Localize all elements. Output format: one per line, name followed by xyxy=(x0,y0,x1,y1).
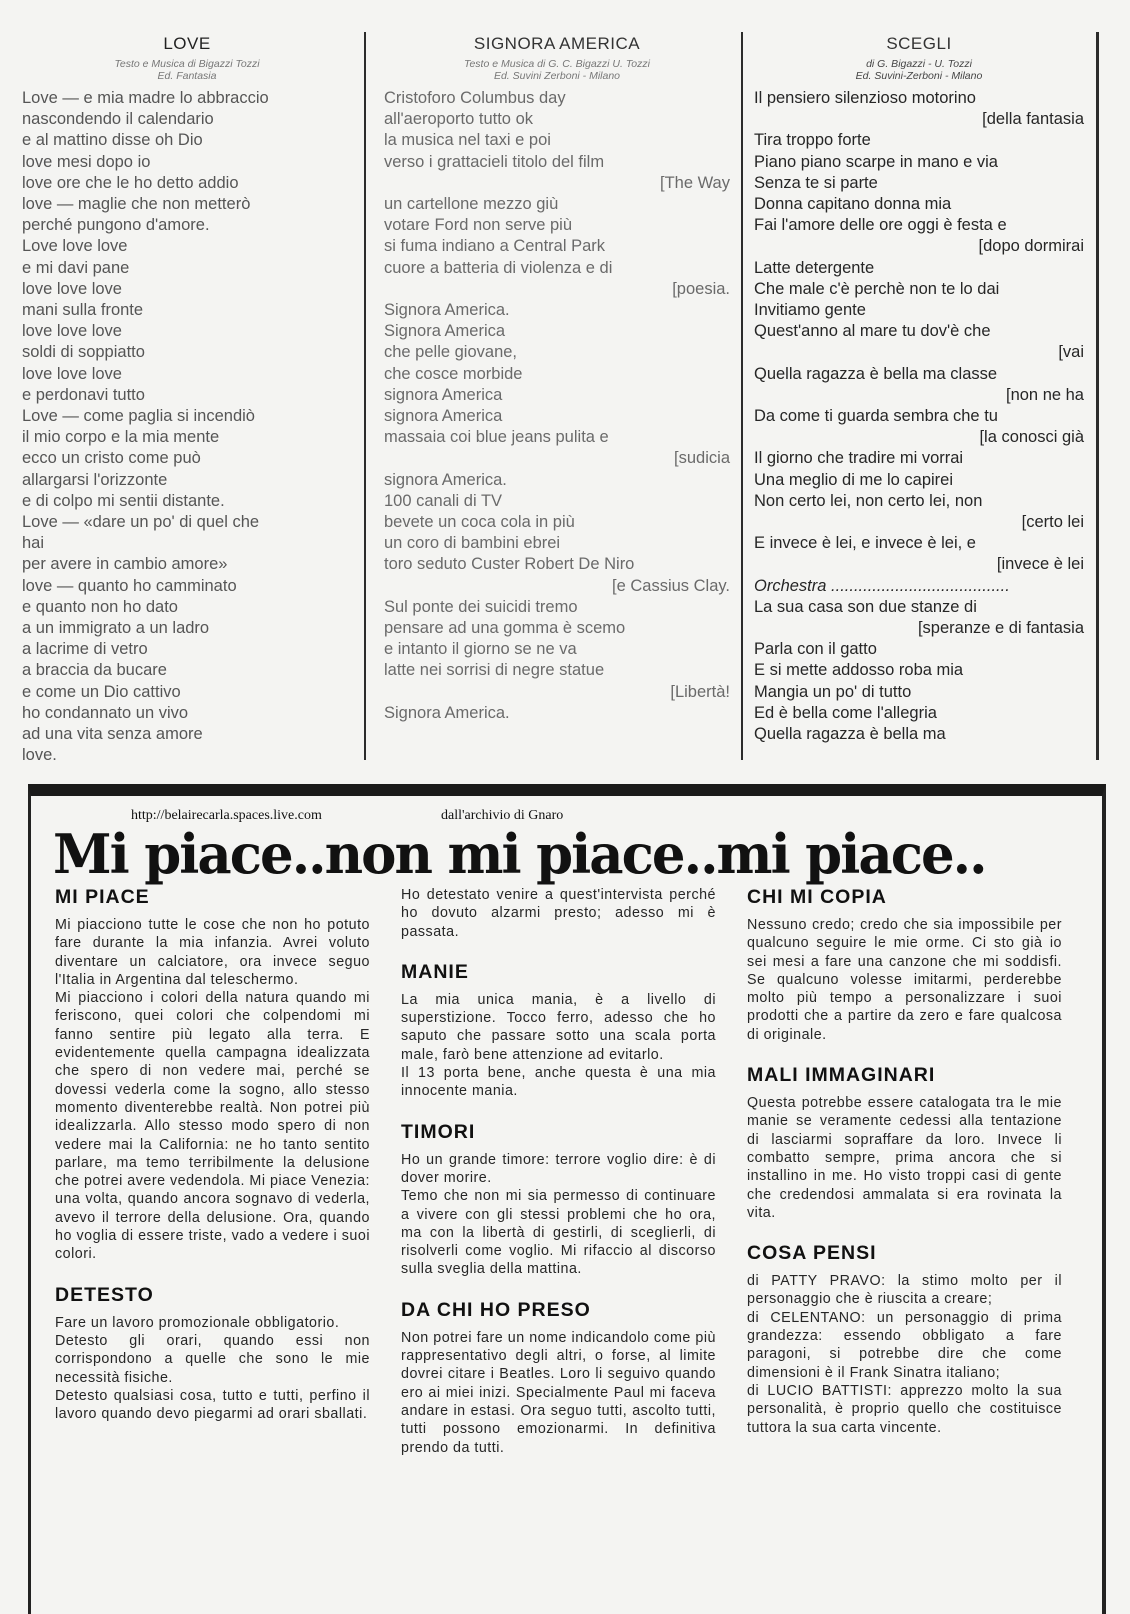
lyric-line: Il pensiero silenzioso motorino xyxy=(754,89,976,107)
section-paragraph: Temo che non mi sia permesso di continuare a vivere con gli stessi problemi che ho ora, ma con la libertà di gestirli, di sceglierli, di risolverli come voglio. Mi rifaccio al discorso sulla sveglia della mattina. xyxy=(401,1188,716,1278)
lyric-line: Invitiamo gente xyxy=(754,301,866,320)
interview-article xyxy=(28,784,1106,1614)
song-credits xyxy=(754,58,1084,82)
lyric-line: E si mette addosso roba mia xyxy=(754,661,964,680)
lyric-line: ho condannato un vivo xyxy=(22,703,189,722)
lyric-line: e mi davi pane xyxy=(22,258,130,277)
lyric-line: mani sulla fronte xyxy=(22,301,144,320)
archive-note: dall'archivio di Gnaro xyxy=(441,808,564,823)
song-title: LOVE xyxy=(163,34,211,53)
section-body xyxy=(55,916,370,1264)
lyric-line: Love love love xyxy=(22,237,128,256)
lyric-line-continuation: [sudicia xyxy=(674,449,730,468)
lyric-line: all'aeroporto tutto ok xyxy=(384,110,533,129)
lyric-line: pensare ad una gomma è scemo xyxy=(384,619,626,638)
section-paragraph: di LUCIO BATTISTI: apprezzo molto la sua personalità, è proprio quello che costituisce tuttora la sua carta vincente. xyxy=(747,1382,1062,1436)
section-body xyxy=(55,1314,370,1424)
lyric-line: soldi di soppiatto xyxy=(22,343,145,362)
section-body xyxy=(401,1329,716,1457)
section-body xyxy=(747,916,1062,1044)
source-url: http://belairecarla.spaces.live.com xyxy=(131,808,322,823)
section-paragraph: Nessuno credo; credo che sia impossibile per qualcuno seguire le mie orme. Ci sto già io sei mesi a fare una canzone che mi soddisfi. Se qualcuno volesse imitarmi, perderebbe molto più tempo a personalizzare i suoi prodotti che a partire da zero e fare qualcosa di originale. xyxy=(747,917,1062,1043)
lyric-line: e intanto il giorno se ne va xyxy=(384,640,577,659)
section-heading: MANIE xyxy=(401,960,469,983)
lyric-line-continuation: [certo lei xyxy=(1021,513,1084,532)
lyric-line: toro seduto Custer Robert De Niro xyxy=(384,555,635,574)
article-headline: Mi piace..non mi piace..mi piace.. xyxy=(53,822,986,886)
section-paragraph: Questa potrebbe essere catalogata tra le mie manie se veramente cedessi alla tentazione di lasciarmi sopraffare da loro. Invece li combatto sempre, prima ancora che si installino in me. Ho visto troppi casi di gente che credendosi ammalata si era rovinata la vita. xyxy=(747,1095,1062,1221)
lyric-line-continuation: [e Cassius Clay. xyxy=(612,576,730,595)
section-paragraph: Ho un grande timore: terrore voglio dire: è di dover morire. xyxy=(401,1151,716,1186)
lyric-line: a un immigrato a un ladro xyxy=(22,619,210,638)
lyric-line: love ore che le ho detto addio xyxy=(22,173,239,192)
article-column xyxy=(747,886,1062,1457)
lyric-line: perché pungono d'amore. xyxy=(22,216,210,235)
lyric-line: ad una vita senza amore xyxy=(22,725,203,744)
song-credit-line: Ed. Fantasia xyxy=(157,70,217,82)
lyric-line: Signora America. xyxy=(384,301,510,320)
lyric-line: Signora America xyxy=(384,322,506,341)
lyric-line-continuation: [della fantasia xyxy=(982,110,1084,129)
lyric-line-continuation: [poesia. xyxy=(672,279,730,298)
song-credits xyxy=(22,58,352,82)
lyric-line: love love love xyxy=(22,364,122,383)
lyric-line: Mangia un po' di tutto xyxy=(754,682,912,701)
song-title: SIGNORA AMERICA xyxy=(473,34,641,53)
lyric-line-continuation: [speranze e di fantasia xyxy=(917,619,1084,638)
section-heading: CHI MI COPIA xyxy=(747,886,887,908)
column-divider xyxy=(741,32,743,760)
lyrics xyxy=(384,88,730,724)
lyric-line-continuation: [invece è lei xyxy=(996,555,1084,574)
lyric-line: love — quanto ho camminato xyxy=(22,576,237,595)
section-heading: TIMORI xyxy=(401,1120,476,1143)
lyric-line: latte nei sorrisi di negre statue xyxy=(384,661,605,680)
song-love xyxy=(22,30,352,767)
section-paragraph: di PATTY PRAVO: la stimo molto per il personaggio che è riuscita a creare; xyxy=(747,1273,1062,1308)
article-section xyxy=(401,961,716,1101)
lyric-line-continuation: [Libertà! xyxy=(670,682,730,701)
lyric-line: signora America xyxy=(384,385,503,404)
lyric-line: signora America. xyxy=(384,470,507,489)
article-section xyxy=(401,1299,716,1457)
lyric-line: votare Ford non serve più xyxy=(384,216,573,235)
lyric-line: Love — «dare un po' di quel che xyxy=(22,513,260,532)
lyric-line: Il giorno che tradire mi vorrai xyxy=(754,449,964,468)
lyric-line: Sul ponte dei suicidi tremo xyxy=(384,597,578,616)
lyric-line: e perdonavi tutto xyxy=(22,385,145,404)
section-heading: MI PIACE xyxy=(55,886,150,908)
lyric-line: Donna capitano donna mia xyxy=(754,195,952,214)
article-section xyxy=(747,1242,1062,1437)
lyric-line: love mesi dopo io xyxy=(22,152,151,171)
section-body xyxy=(401,991,716,1101)
section-paragraph: Fare un lavoro promozionale obbligatorio. xyxy=(55,1314,340,1331)
song-title: SCEGLI xyxy=(886,34,952,53)
lyric-line: La sua casa son due stanze di xyxy=(754,597,977,616)
section-paragraph: di CELENTANO: un personaggio di prima grandezza: essendo obbligato a fare paragoni, si potrebbe dire che come dimensioni è il Frank Sinatra italiano; xyxy=(747,1309,1062,1381)
article-section xyxy=(401,886,716,941)
lyric-line: Tira troppo forte xyxy=(754,131,871,150)
song-scegli xyxy=(754,30,1084,745)
lyrics xyxy=(754,88,1084,745)
section-heading: COSA PENSI xyxy=(747,1242,877,1265)
section-heading: MALI IMMAGINARI xyxy=(747,1064,936,1087)
lyric-line: Love — come paglia si incendiò xyxy=(22,407,255,426)
lyric-line: e al mattino disse oh Dio xyxy=(22,131,203,150)
lyric-line: e come un Dio cattivo xyxy=(22,682,181,701)
lyric-line: Fai l'amore delle ore oggi è festa e xyxy=(754,216,1007,235)
song-credits xyxy=(384,58,730,82)
article-section xyxy=(55,886,370,1264)
lyric-line: E invece è lei, e invece è lei, e xyxy=(754,534,976,553)
article-column xyxy=(401,886,716,1477)
lyric-line: per avere in cambio amore» xyxy=(22,555,228,574)
column-divider xyxy=(1096,32,1099,760)
lyric-line: la musica nel taxi e poi xyxy=(384,131,551,150)
lyric-line: Senza te si parte xyxy=(754,173,878,192)
lyric-line: massaia coi blue jeans pulita e xyxy=(384,428,609,447)
lyric-line: Orchestra ....................................... xyxy=(754,576,1010,595)
lyric-line: che cosce morbide xyxy=(384,364,523,383)
lyric-line: love. xyxy=(22,746,57,765)
lyric-line: e quanto non ho dato xyxy=(22,597,178,616)
section-paragraph: La mia unica mania, è a livello di superstizione. Tocco ferro, adesso che ho saputo che passare sotto una scala porta male, farò bene attenzione ad evitarlo. xyxy=(401,991,716,1063)
song-credit-line: Testo e Musica di Bigazzi Tozzi xyxy=(114,58,260,70)
lyric-line: Ed è bella come l'allegria xyxy=(754,703,937,722)
lyric-line: Cristoforo Columbus day xyxy=(384,89,566,107)
article-section xyxy=(747,1064,1062,1222)
article-section xyxy=(747,886,1062,1044)
section-body xyxy=(401,886,716,941)
lyric-line: allargarsi l'orizzonte xyxy=(22,470,168,489)
lyric-line: e di colpo mi sentii distante. xyxy=(22,491,225,510)
lyric-line: si fuma indiano a Central Park xyxy=(384,237,606,256)
lyric-line-continuation: [The Way xyxy=(660,173,730,192)
lyric-line: bevete un coca cola in più xyxy=(384,513,575,532)
lyric-line: che pelle giovane, xyxy=(384,343,518,362)
lyric-line-continuation: [dopo dormirai xyxy=(978,237,1084,256)
lyric-line: Che male c'è perchè non te lo dai xyxy=(754,279,1000,298)
section-paragraph: Non potrei fare un nome indicandolo come più rappresentativo degli altri, o forse, al limite dovrei citare i Beatles. Loro li seguivo quando ero ai miei inizi. Specialmente Paul mi faceva andare in estasi. Ora seguo tutti, ascolto tutti, tutti possono emozionarmi. In definitiva prendo da tutti. xyxy=(401,1329,716,1456)
article-column xyxy=(55,886,370,1443)
lyric-line-continuation: [vai xyxy=(1058,343,1084,362)
lyric-line: Quella ragazza è bella ma classe xyxy=(754,364,998,383)
article-section xyxy=(401,1121,716,1279)
lyric-line: ecco un cristo come può xyxy=(22,449,201,468)
song-credit-line: Ed. Suvini Zerboni - Milano xyxy=(493,70,621,82)
column-divider xyxy=(364,32,366,760)
lyric-line-continuation: [non ne ha xyxy=(1006,385,1084,404)
section-heading: DETESTO xyxy=(55,1283,154,1306)
section-body xyxy=(747,1272,1062,1437)
lyric-line: love — maglie che non metterò xyxy=(22,195,251,214)
lyric-line: signora America xyxy=(384,407,503,426)
lyric-line: Signora America. xyxy=(384,703,510,722)
song-lyrics-section xyxy=(0,0,1130,778)
section-body xyxy=(401,1151,716,1279)
lyric-line: un cartellone mezzo giù xyxy=(384,195,559,214)
lyric-line: Piano piano scarpe in mano e via xyxy=(754,152,998,171)
lyric-line: a braccia da bucare xyxy=(22,661,167,680)
lyric-line: a lacrime di vetro xyxy=(22,640,148,659)
lyric-line: il mio corpo e la mia mente xyxy=(22,428,220,447)
song-signora-america xyxy=(384,30,730,724)
lyric-line: cuore a batteria di violenza e di xyxy=(384,258,613,277)
section-paragraph: Mi piacciono i colori della natura quando mi feriscono, quei colori che colpendomi mi fanno sentire più legato alla terra. E evidentemente quella campagna idealizzata che spero di non vedere mai, perché se dovessi vederla come la sogno, allo stesso momento diventerebbe realtà. Non potrei più idealizzarla. Allo stesso modo spero di non vedere mai la California: ne ho tanto sentito parlare, ma temo terribilmente la delusione che potrei avere vedendola. Mi piace Venezia: una volta, quando ancora sognavo di vederla, avevo il terrore della delusione. Ora, quando ho voglia di essere triste, vado a vedere i suoi colori. xyxy=(55,990,370,1263)
lyric-line: Da come ti guarda sembra che tu xyxy=(754,407,998,426)
lyric-line: 100 canali di TV xyxy=(384,491,503,510)
lyric-line: love love love xyxy=(22,322,122,341)
section-heading: DA CHI HO PRESO xyxy=(401,1298,591,1321)
section-paragraph: Il 13 porta bene, anche questa è una mia innocente mania. xyxy=(401,1065,716,1100)
section-body xyxy=(747,1094,1062,1222)
lyric-line: love love love xyxy=(22,279,122,298)
section-paragraph: Ho detestato venire a quest'intervista perché ho dovuto alzarmi presto; adesso mi è passata. xyxy=(401,887,716,940)
song-credit-line: di G. Bigazzi - U. Tozzi xyxy=(866,58,972,70)
article-section xyxy=(55,1284,370,1424)
lyric-line: verso i grattacieli titolo del film xyxy=(384,152,605,171)
lyric-line: Quest'anno al mare tu dov'è che xyxy=(754,322,991,341)
lyric-line: Non certo lei, non certo lei, non xyxy=(754,491,983,510)
lyric-line-continuation: [la conosci già xyxy=(979,428,1084,447)
lyric-line: Parla con il gatto xyxy=(754,640,877,659)
song-credit-line: Testo e Musica di G. C. Bigazzi U. Tozzi xyxy=(464,58,650,70)
lyric-line: Love — e mia madre lo abbraccio xyxy=(22,89,269,107)
lyric-line: un coro di bambini ebrei xyxy=(384,534,561,553)
section-paragraph: Detesto qualsiasi cosa, tutto e tutti, perfino il lavoro quando devo piegarmi ad orari sballati. xyxy=(55,1387,370,1423)
song-credit-line: Ed. Suvini-Zerboni - Milano xyxy=(855,70,983,82)
section-paragraph: Detesto gli orari, quando essi non corrispondono a quelle che sono le mie necessità fisiche. xyxy=(55,1332,370,1386)
lyric-line: nascondendo il calendario xyxy=(22,110,214,129)
lyric-line: Una meglio di me lo capirei xyxy=(754,470,954,489)
lyric-line: Quella ragazza è bella ma xyxy=(754,725,946,744)
section-paragraph: Mi piacciono tutte le cose che non ho potuto fare durante la mia infanzia. Avrei voluto diventare un calciatore, ora invece seguo l'Italia in Argentina dal teleschermo. xyxy=(55,917,370,988)
lyric-line: Latte detergente xyxy=(754,258,875,277)
lyric-line: hai xyxy=(22,534,45,553)
lyrics xyxy=(22,88,352,767)
